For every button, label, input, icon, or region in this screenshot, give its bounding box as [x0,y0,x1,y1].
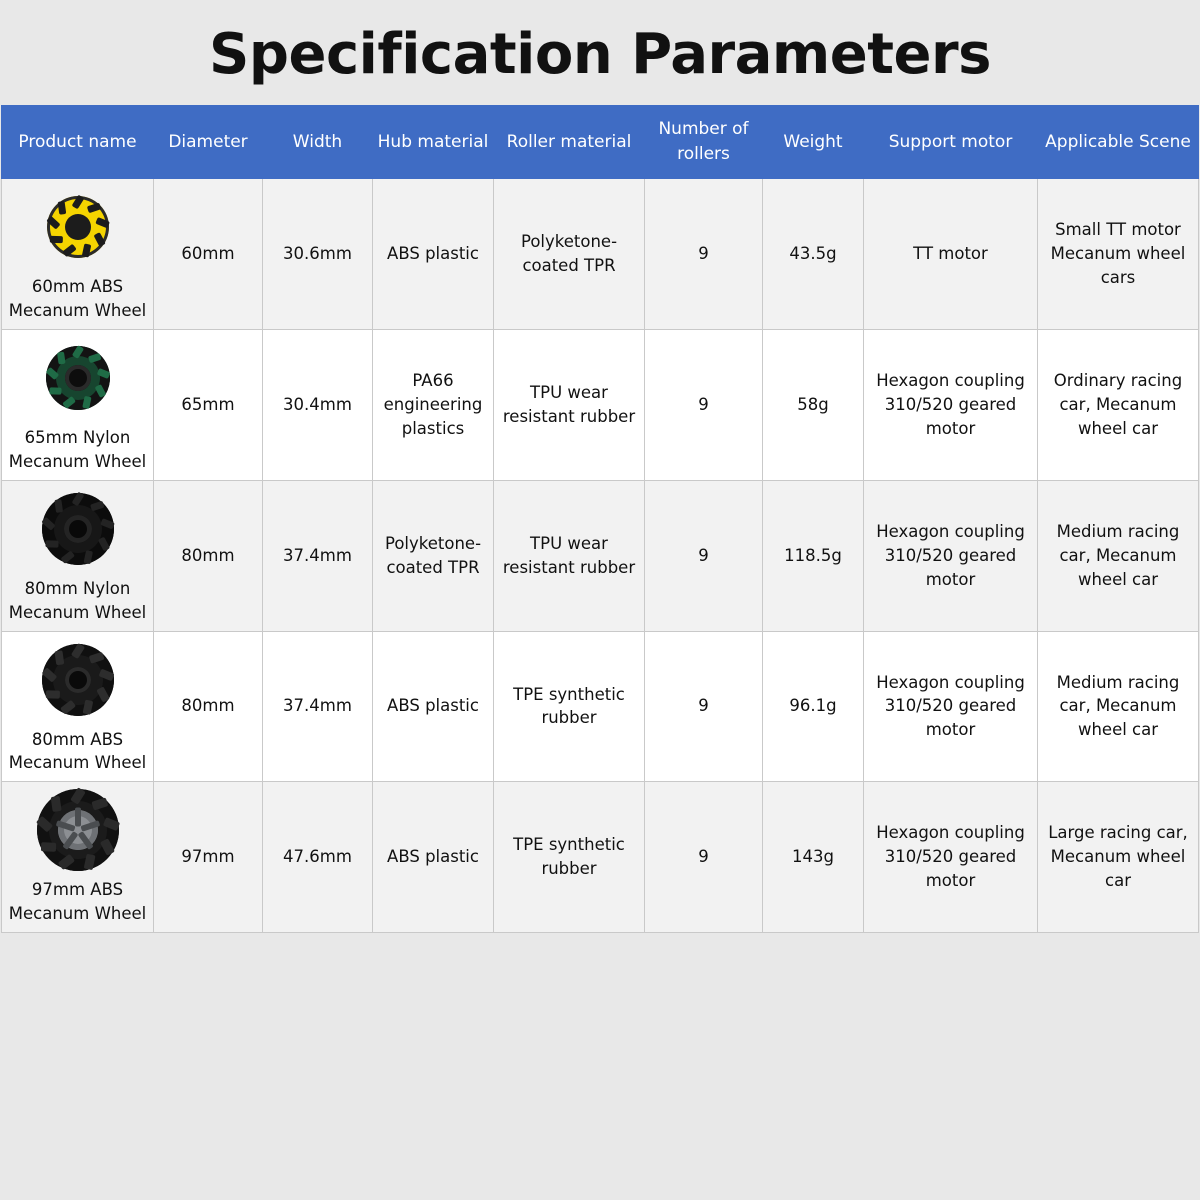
width-cell: 37.4mm [263,480,373,631]
column-header-applicable-scene: Applicable Scene [1038,106,1199,179]
product-image [8,336,147,420]
support-motor-cell: TT motor [864,179,1038,330]
column-header-support-motor: Support motor [864,106,1038,179]
support-motor-cell: Hexagon coupling 310/520 geared motor [864,329,1038,480]
roller-material-cell: TPU wear resistant rubber [494,329,645,480]
mecanum-wheel-black-nylon-icon [42,493,114,565]
product-image [8,487,147,571]
applicable-scene-cell: Medium racing car, Mecanum wheel car [1038,480,1199,631]
hub-material-cell: ABS plastic [373,631,494,782]
product-name-label: 97mm ABS Mecanum Wheel [8,880,147,924]
product-name-label: 60mm ABS Mecanum Wheel [8,277,147,320]
table-row [2,782,1199,933]
width-cell: 30.4mm [263,329,373,480]
table-header-row [2,106,1199,179]
roller-material-cell: TPE synthetic rubber [494,631,645,782]
diameter-cell: 65mm [154,329,263,480]
table-row [2,631,1199,782]
applicable-scene-cell: Medium racing car, Mecanum wheel car [1038,631,1199,782]
wheel-hub [65,214,91,240]
weight-cell: 58g [763,329,864,480]
table-row [2,179,1199,330]
weight-cell: 43.5g [763,179,864,330]
column-header-width: Width [263,106,373,179]
product-name-label: 80mm ABS Mecanum Wheel [8,729,147,773]
number-of-rollers-cell: 9 [645,329,763,480]
hub-material-cell: ABS plastic [373,782,494,933]
support-motor-cell: Hexagon coupling 310/520 geared motor [864,782,1038,933]
applicable-scene-cell: Small TT motor Mecanum wheel cars [1038,179,1199,330]
column-header-hub-material: Hub material [373,106,494,179]
number-of-rollers-cell: 9 [645,480,763,631]
wheel-hub [65,667,91,693]
specification-table [1,105,1199,933]
number-of-rollers-cell: 9 [645,179,763,330]
column-header-roller-material: Roller material [494,106,645,179]
product-cell [2,179,154,330]
width-cell: 37.4mm [263,631,373,782]
roller-material-cell: Polyketone-coated TPR [494,179,645,330]
page-title: Specification Parameters [209,22,991,87]
weight-cell: 118.5g [763,480,864,631]
product-image [8,638,147,722]
product-name-label: 65mm Nylon Mecanum Wheel [8,427,147,471]
column-header-product-name: Product name [2,106,154,179]
weight-cell: 143g [763,782,864,933]
column-header-weight: Weight [763,106,864,179]
diameter-cell: 80mm [154,480,263,631]
product-cell [2,480,154,631]
table-row [2,480,1199,631]
mecanum-wheel-yellow-icon [47,196,109,258]
table-body [2,179,1199,933]
wheel-hub [64,515,92,543]
diameter-cell: 60mm [154,179,263,330]
mecanum-wheel-black-abs-icon [42,644,114,716]
weight-cell: 96.1g [763,631,864,782]
column-header-number-of-rollers: Number of rollers [645,106,763,179]
table-header [2,106,1199,179]
hub-material-cell: ABS plastic [373,179,494,330]
width-cell: 30.6mm [263,179,373,330]
mecanum-wheel-green-icon [46,346,110,410]
table-row [2,329,1199,480]
product-cell [2,329,154,480]
wheel-hub [65,365,91,391]
roller-material-cell: TPE synthetic rubber [494,782,645,933]
product-cell [2,782,154,933]
applicable-scene-cell: Large racing car, Mecanum wheel car [1038,782,1199,933]
product-cell [2,631,154,782]
column-header-diameter: Diameter [154,106,263,179]
support-motor-cell: Hexagon coupling 310/520 geared motor [864,480,1038,631]
product-name-label: 80mm Nylon Mecanum Wheel [8,578,147,622]
product-image [8,185,147,269]
mecanum-wheel-grey-icon [37,789,119,871]
roller-material-cell: TPU wear resistant rubber [494,480,645,631]
number-of-rollers-cell: 9 [645,782,763,933]
hub-material-cell: Polyketone-coated TPR [373,480,494,631]
hub-material-cell: PA66 engineering plastics [373,329,494,480]
diameter-cell: 97mm [154,782,263,933]
product-image [8,788,147,872]
diameter-cell: 80mm [154,631,263,782]
width-cell: 47.6mm [263,782,373,933]
number-of-rollers-cell: 9 [645,631,763,782]
applicable-scene-cell: Ordinary racing car, Mecanum wheel car [1038,329,1199,480]
support-motor-cell: Hexagon coupling 310/520 geared motor [864,631,1038,782]
